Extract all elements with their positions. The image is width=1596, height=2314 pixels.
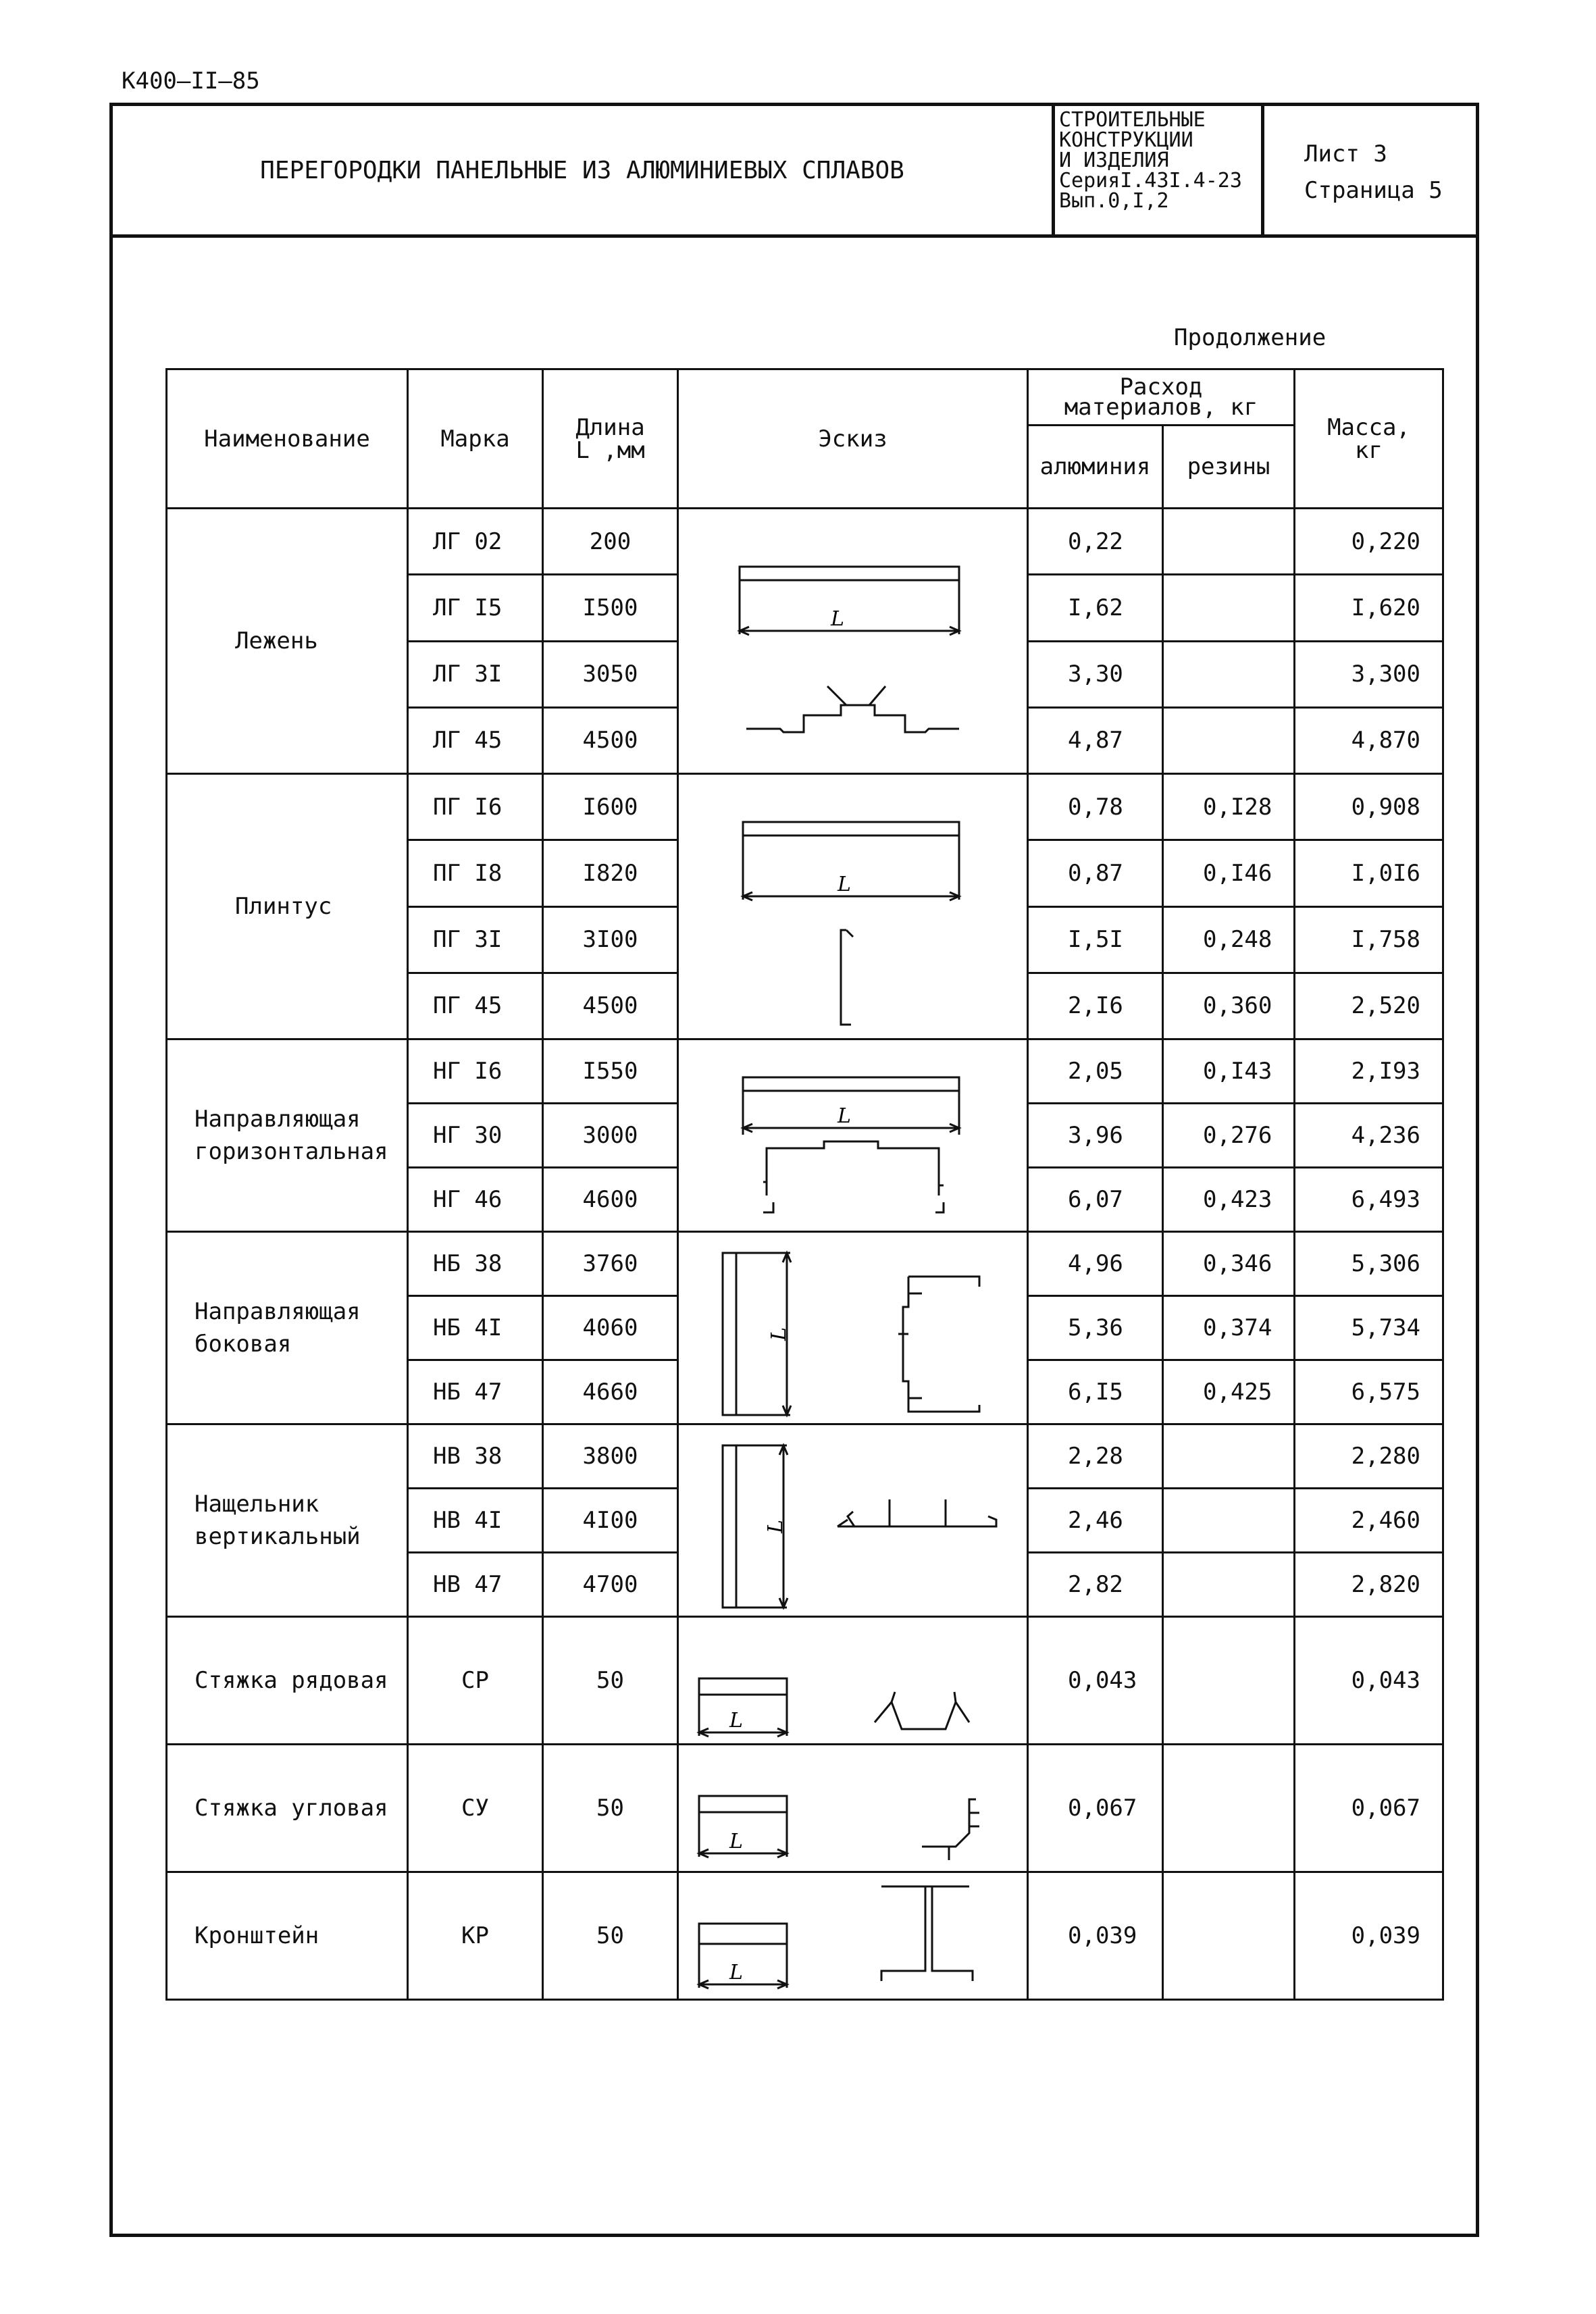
series-line: Вып.0,I,2	[1059, 189, 1169, 213]
rubber-cell	[1163, 1872, 1295, 2000]
aluminum-cell: 0,039	[1028, 1872, 1163, 2000]
rubber-cell: 0,374	[1163, 1296, 1295, 1360]
aluminum-cell: 2,82	[1028, 1553, 1163, 1617]
title-block	[109, 103, 1479, 238]
rubber-cell: 0,I43	[1163, 1039, 1295, 1104]
rubber-cell	[1163, 575, 1295, 641]
rubber-cell: 0,346	[1163, 1232, 1295, 1296]
mark-cell: НГ 30	[408, 1104, 543, 1168]
sheet-number: Лист 3	[1304, 140, 1387, 168]
sketch-drawing	[678, 774, 1028, 1039]
page-number: Страница 5	[1304, 177, 1443, 204]
header-rubber: резины	[1163, 426, 1295, 509]
series-line: СерияI.43I.4-23	[1059, 169, 1242, 192]
length-cell: 4I00	[543, 1489, 678, 1553]
sketch-drawing	[678, 1872, 1028, 2000]
aluminum-cell: 6,07	[1028, 1168, 1163, 1232]
aluminum-cell: I,62	[1028, 575, 1163, 641]
aluminum-cell: I,5I	[1028, 906, 1163, 973]
mark-cell: КР	[408, 1872, 543, 2000]
aluminum-cell: 0,22	[1028, 509, 1163, 575]
header-materials: Расход материалов, кг	[1028, 369, 1295, 426]
mark-cell: НГ I6	[408, 1039, 543, 1104]
mark-cell: НВ 47	[408, 1553, 543, 1617]
mark-cell: ПГ I8	[408, 840, 543, 906]
table-row	[167, 1872, 1443, 2000]
length-cell: 3760	[543, 1232, 678, 1296]
svg-text:L: L	[729, 1830, 743, 1853]
svg-text:L: L	[838, 1104, 851, 1128]
mass-cell: 5,734	[1295, 1296, 1443, 1360]
series-line: СТРОИТЕЛЬНЫЕ	[1059, 108, 1206, 132]
mass-cell: I,0I6	[1295, 840, 1443, 906]
header-sketch: Эскиз	[678, 369, 1028, 509]
rubber-cell: 0,425	[1163, 1360, 1295, 1424]
table-row	[167, 1424, 1443, 1489]
table-row	[167, 1617, 1443, 1745]
mark-cell: ПГ I6	[408, 774, 543, 840]
mass-cell: 2,280	[1295, 1424, 1443, 1489]
mark-cell: ЛГ 3I	[408, 641, 543, 707]
length-cell: 4700	[543, 1553, 678, 1617]
mass-cell: 0,043	[1295, 1617, 1443, 1745]
sheet-info	[1268, 106, 1476, 234]
mark-cell: НВ 4I	[408, 1489, 543, 1553]
aluminum-cell: 2,46	[1028, 1489, 1163, 1553]
length-cell: 4500	[543, 973, 678, 1039]
mark-cell: ПГ 45	[408, 973, 543, 1039]
item-name: Направляющая горизонтальная	[167, 1039, 408, 1232]
mass-cell: 0,039	[1295, 1872, 1443, 2000]
aluminum-cell: 0,78	[1028, 774, 1163, 840]
rubber-cell	[1163, 1553, 1295, 1617]
aluminum-cell: 0,87	[1028, 840, 1163, 906]
svg-text:L: L	[729, 1709, 743, 1732]
svg-text:L: L	[838, 873, 851, 896]
mass-cell: 0,220	[1295, 509, 1443, 575]
svg-text:L: L	[831, 607, 844, 631]
length-cell: 4060	[543, 1296, 678, 1360]
table-body	[167, 509, 1443, 2000]
mass-cell: 4,236	[1295, 1104, 1443, 1168]
length-cell: 50	[543, 1872, 678, 2000]
item-name: Стяжка угловая	[167, 1745, 408, 1872]
length-cell: 3I00	[543, 906, 678, 973]
series-info	[1055, 106, 1264, 234]
mark-cell: СР	[408, 1617, 543, 1745]
aluminum-cell: 0,043	[1028, 1617, 1163, 1745]
mark-cell: ЛГ I5	[408, 575, 543, 641]
rubber-cell: 0,248	[1163, 906, 1295, 973]
mass-cell: 6,493	[1295, 1168, 1443, 1232]
aluminum-cell: 4,96	[1028, 1232, 1163, 1296]
table-row	[167, 1745, 1443, 1872]
table-row	[167, 774, 1443, 840]
svg-text:L: L	[729, 1961, 743, 1984]
svg-text:L: L	[764, 1520, 788, 1533]
mark-cell: ПГ 3I	[408, 906, 543, 973]
mass-cell: 0,908	[1295, 774, 1443, 840]
item-name: Нащельник вертикальный	[167, 1424, 408, 1617]
mass-cell: 2,I93	[1295, 1039, 1443, 1104]
mass-cell: 2,520	[1295, 973, 1443, 1039]
svg-text:L: L	[767, 1327, 791, 1341]
mark-cell: ЛГ 45	[408, 707, 543, 773]
item-name: Направляющая боковая	[167, 1232, 408, 1424]
length-cell: 4500	[543, 707, 678, 773]
aluminum-cell: 2,28	[1028, 1424, 1163, 1489]
item-name: Лежень	[167, 509, 408, 774]
item-name: Плинтус	[167, 774, 408, 1039]
sketch-drawing	[678, 1232, 1028, 1424]
header-length: Длина L ,мм	[543, 369, 678, 509]
mass-cell: 6,575	[1295, 1360, 1443, 1424]
length-cell: 4660	[543, 1360, 678, 1424]
rubber-cell: 0,I28	[1163, 774, 1295, 840]
document-title: ПЕРЕГОРОДКИ ПАНЕЛЬНЫЕ ИЗ АЛЮМИНИЕВЫХ СПЛАВОВ	[113, 106, 1055, 234]
header-mass: Масса, кг	[1295, 369, 1443, 509]
rubber-cell	[1163, 1424, 1295, 1489]
rubber-cell	[1163, 1489, 1295, 1553]
mark-cell: ЛГ 02	[408, 509, 543, 575]
item-name: Кронштейн	[167, 1872, 408, 2000]
mark-cell: НБ 38	[408, 1232, 543, 1296]
rubber-cell: 0,I46	[1163, 840, 1295, 906]
table-row	[167, 1232, 1443, 1296]
length-cell: 3000	[543, 1104, 678, 1168]
mark-cell: НВ 38	[408, 1424, 543, 1489]
item-name: Стяжка рядовая	[167, 1617, 408, 1745]
aluminum-cell: 2,05	[1028, 1039, 1163, 1104]
series-line: И ИЗДЕЛИЯ	[1059, 149, 1169, 172]
sketch-drawing	[678, 1424, 1028, 1617]
sketch-drawing	[678, 509, 1028, 774]
aluminum-cell: 4,87	[1028, 707, 1163, 773]
rubber-cell	[1163, 1745, 1295, 1872]
length-cell: 50	[543, 1745, 678, 1872]
mass-cell: I,758	[1295, 906, 1443, 973]
mass-cell: 0,067	[1295, 1745, 1443, 1872]
length-cell: 3800	[543, 1424, 678, 1489]
rubber-cell	[1163, 509, 1295, 575]
mass-cell: I,620	[1295, 575, 1443, 641]
header-aluminum: алюминия	[1028, 426, 1163, 509]
rubber-cell: 0,276	[1163, 1104, 1295, 1168]
mass-cell: 3,300	[1295, 641, 1443, 707]
length-cell: 200	[543, 509, 678, 575]
sketch-drawing	[678, 1039, 1028, 1232]
length-cell: 3050	[543, 641, 678, 707]
aluminum-cell: 5,36	[1028, 1296, 1163, 1360]
mark-cell: НБ 4I	[408, 1296, 543, 1360]
rubber-cell	[1163, 1617, 1295, 1745]
mass-cell: 2,460	[1295, 1489, 1443, 1553]
mass-cell: 2,820	[1295, 1553, 1443, 1617]
mass-cell: 5,306	[1295, 1232, 1443, 1296]
length-cell: I600	[543, 774, 678, 840]
length-cell: 4600	[543, 1168, 678, 1232]
rubber-cell	[1163, 707, 1295, 773]
sketch-drawing	[678, 1745, 1028, 1872]
table-row	[167, 509, 1443, 575]
header-mark: Марка	[408, 369, 543, 509]
length-cell: I500	[543, 575, 678, 641]
sketch-drawing	[678, 1617, 1028, 1745]
rubber-cell: 0,360	[1163, 973, 1295, 1039]
rubber-cell	[1163, 641, 1295, 707]
specification-table	[165, 368, 1444, 2001]
header-name: Наименование	[167, 369, 408, 509]
continuation-label: Продолжение	[1174, 324, 1327, 351]
length-cell: I820	[543, 840, 678, 906]
aluminum-cell: 3,96	[1028, 1104, 1163, 1168]
rubber-cell: 0,423	[1163, 1168, 1295, 1232]
length-cell: I550	[543, 1039, 678, 1104]
mark-cell: НБ 47	[408, 1360, 543, 1424]
mark-cell: СУ	[408, 1745, 543, 1872]
length-cell: 50	[543, 1617, 678, 1745]
series-line: КОНСТРУКЦИИ	[1059, 128, 1193, 152]
mass-cell: 4,870	[1295, 707, 1443, 773]
aluminum-cell: 3,30	[1028, 641, 1163, 707]
aluminum-cell: 2,I6	[1028, 973, 1163, 1039]
table-row	[167, 1039, 1443, 1104]
aluminum-cell: 0,067	[1028, 1745, 1163, 1872]
document-code: К400–II–85	[122, 68, 260, 95]
aluminum-cell: 6,I5	[1028, 1360, 1163, 1424]
mark-cell: НГ 46	[408, 1168, 543, 1232]
